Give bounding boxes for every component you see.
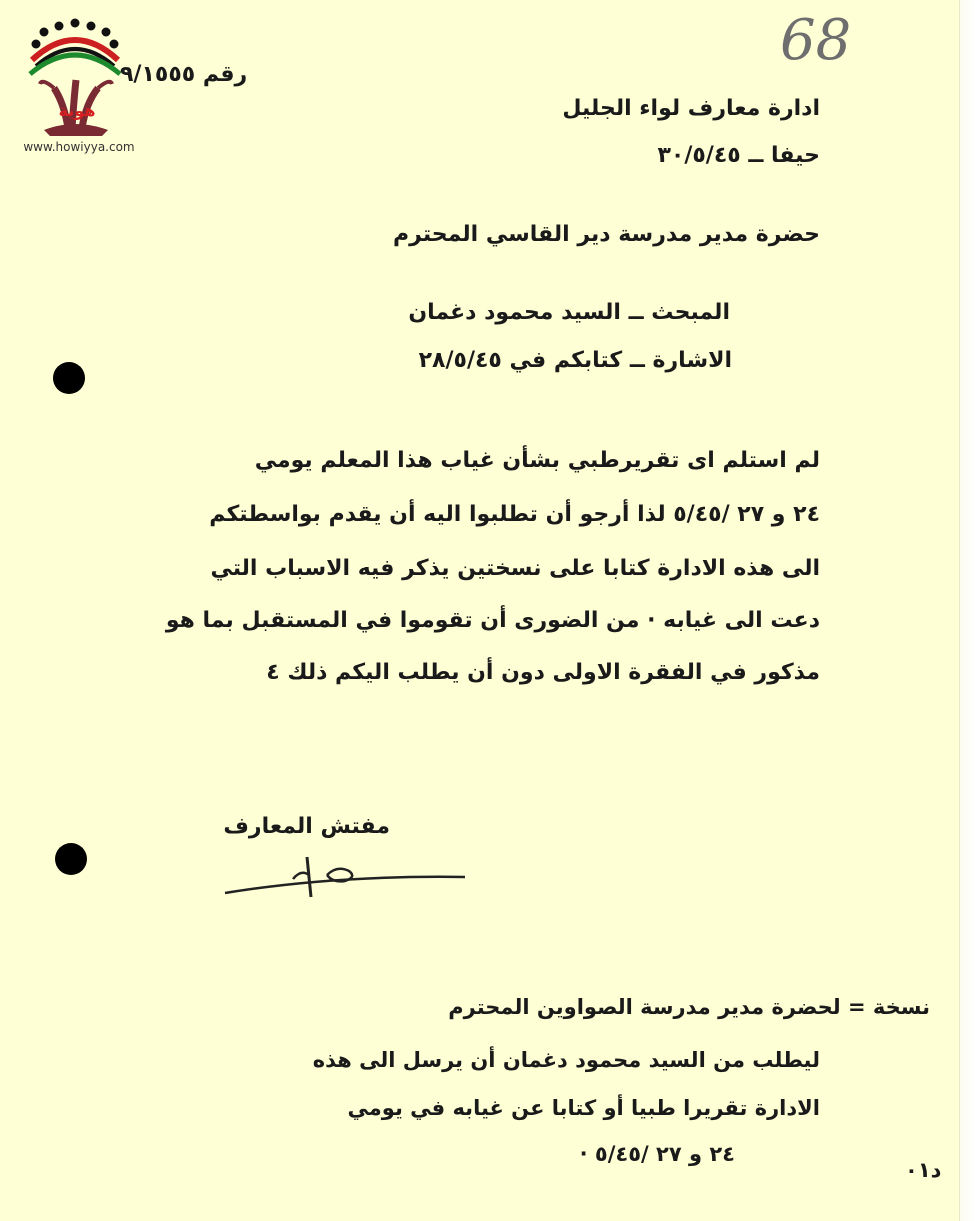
city-date: حيفا ــ ٣٠/٥/٤٥ <box>657 143 820 168</box>
copy-line-2: ليطلب من السيد محمود دغمان أن يرسل الى هذه <box>312 1048 820 1072</box>
people-ring-icon <box>30 19 120 75</box>
body-line-2: ٢٤ و ٢٧ /٥/٤٥ لذا أرجو أن تطلبوا اليه أن يقدم بواسطتكم <box>209 502 820 527</box>
punch-hole-bottom <box>55 843 87 875</box>
svg-text:هوية: هوية <box>58 101 96 120</box>
signature-title: مفتش المعارف <box>223 814 390 839</box>
page-edge-strip <box>959 0 975 1221</box>
logo-url: www.howiyya.com <box>23 140 135 154</box>
copy-line-1: نسخة = لحضرة مدير مدرسة الصواوين المحترم <box>448 995 930 1019</box>
copy-line-3: الادارة تقريرا طبيا أو كتابا عن غيابه في يومي <box>347 1096 820 1120</box>
folio-number: 68 <box>780 8 852 73</box>
reference-number: رقم ٩/١٥٥٥ <box>120 62 248 87</box>
punch-hole-top <box>53 362 85 394</box>
howiyya-logo <box>14 18 140 158</box>
department-name: ادارة معارف لواء الجليل <box>562 96 820 121</box>
initials: د٠١ <box>905 1158 942 1182</box>
body-line-1: لم استلم اى تقريرطبي بشأن غياب هذا المعلم يومي <box>254 448 820 473</box>
reference-line: الاشارة ــ كتابكم في ٢٨/٥/٤٥ <box>418 348 732 373</box>
handwritten-signature <box>215 845 470 905</box>
copy-line-4: ٢٤ و ٢٧ /٥/٤٥ · <box>579 1142 735 1166</box>
body-line-4: دعت الى غيابه · من الضورى أن تقوموا في المستقبل بما هو <box>165 608 820 633</box>
body-line-5: مذكور في الفقرة الاولى دون أن يطلب اليكم ذلك ٤ <box>266 660 820 685</box>
body-line-3: الى هذه الادارة كتابا على نسختين يذكر فيه الاسباب التي <box>210 556 820 581</box>
subject-line: المبحث ــ السيد محمود دغمان <box>408 300 730 325</box>
addressee: حضرة مدير مدرسة دير القاسي المحترم <box>393 222 820 247</box>
